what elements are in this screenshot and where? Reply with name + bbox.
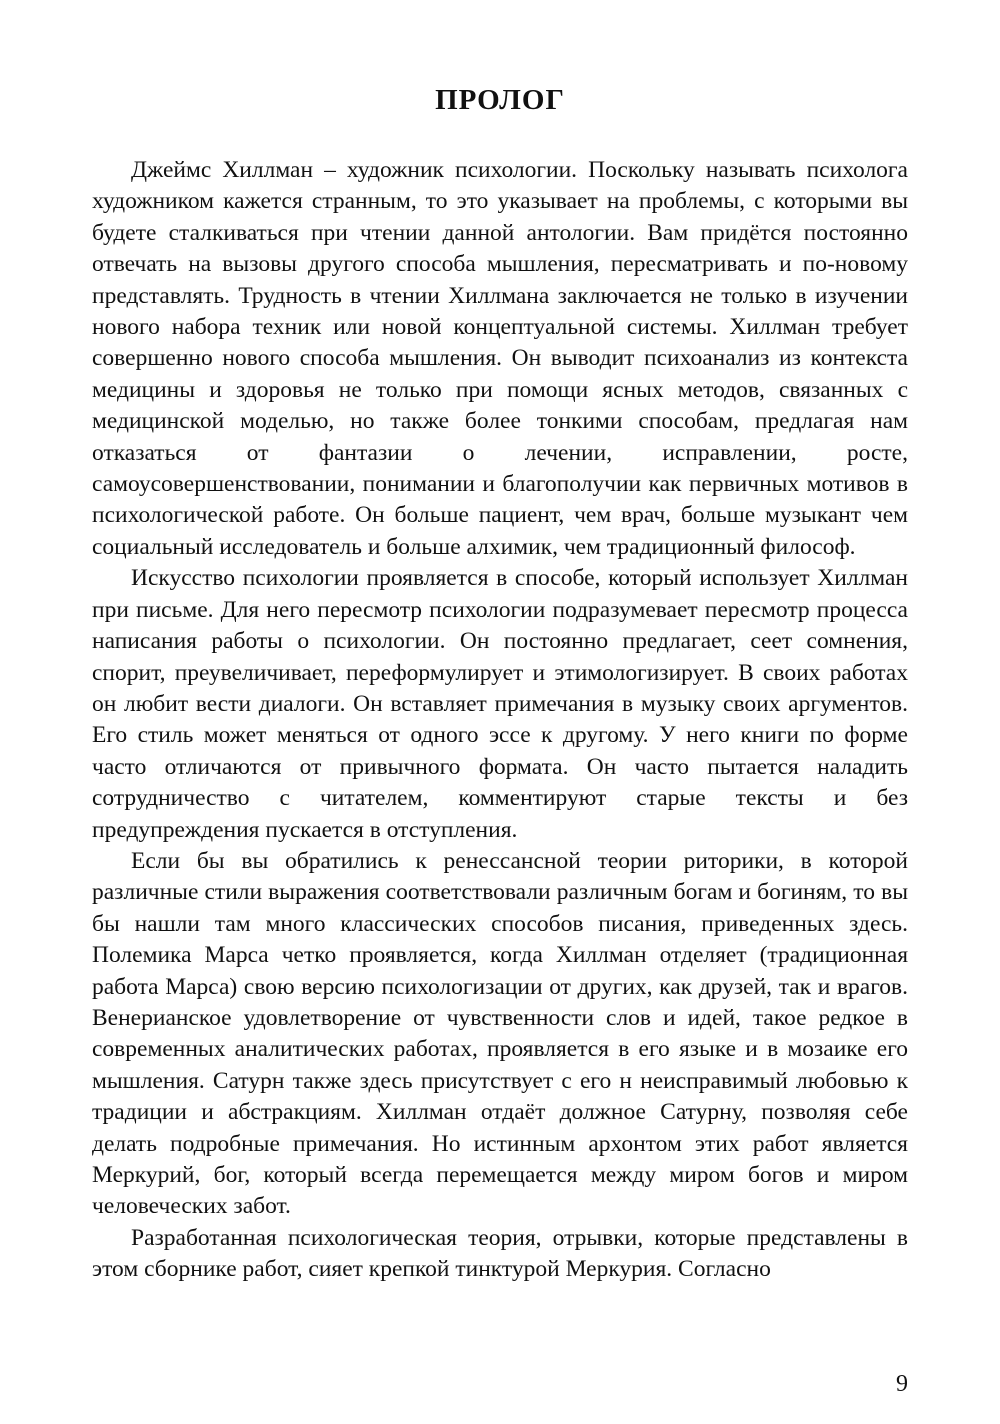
paragraph-1: Джеймс Хиллман – художник психологии. Поскольку называть психолога художником кажется странным, то это указывает на проблемы, с которыми вы будете сталкиваться при чтении данной антологии. Вам придётся постоянно отвечать на вызовы другого способа мышления, пересматривать и по-новому представлять. Трудность в чтении Хиллмана заключается не только в изучении нового набора техник или новой концептуальной системы. Хиллман требует совершенно нового способа мышления. Он выводит психоанализ из контекста медицины и здоровья не только при помощи ясных методов, связанных с медицинской моделью, но также более тонкими способам, предлагая нам отказаться от фантазии о лечении, исправлении, росте, самоусовершенствовании, понимании и благополучии как первичных мотивов в психологической работе. Он больше пациент, чем врач, больше музыкант чем социальный исследователь и больше алхимик, чем традиционный философ.: [92, 157, 908, 560]
chapter-title: ПРОЛОГ: [435, 84, 565, 116]
page-number: 9: [896, 1371, 908, 1397]
book-page: [92, 0, 908, 1424]
body-text: [92, 155, 908, 1286]
paragraph-2: Искусство психологии проявляется в способе, который использует Хиллман при письме. Для него пересмотр психологии подразумевает пересмотр процесса написания работы о психологии. Он постоянно предлагает, сеет сомнения, спорит, преувеличивает, переформулирует и этимологизирует. В своих работах он любит вести диалоги. Он вставляет примечания в музыку своих аргументов. Его стиль может меняться от одного эссе к другому. У него книги по форме часто отличаются от привычного формата. Он часто пытается наладить сотрудничество с читателем, комментируют старые тексты и без предупреждения пускается в отступления.: [92, 565, 908, 843]
paragraph-3: Если бы вы обратились к ренессансной теории риторики, в которой различные стили выражения соответствовали различным богам и богиням, то вы бы нашли там много классических способов писания, приведенных здесь. Полемика Марса четко проявляется, когда Хиллман отделяет (традиционная работа Марса) свою версию психологизации от других, как друзей, так и врагов. Венерианское удовлетворение от чувственности слов и идей, такое редкое в современных аналитических работах, проявляется в его языке и в мозаике его мышления. Сатурн также здесь присутствует с его н неисправимый любовью к традиции и абстракциям. Хиллман отдаёт должное Сатурну, позволяя себе делать подробные примечания. Но истинным архонтом этих работ является Меркурий, бог, который всегда перемещается между миром богов и миром человеческих забот.: [92, 847, 908, 1220]
paragraph-4: Разработанная психологическая теория, отрывки, которые представлены в этом сборнике работ, сияет крепкой тинктурой Меркурия. Согласно: [92, 1224, 908, 1283]
